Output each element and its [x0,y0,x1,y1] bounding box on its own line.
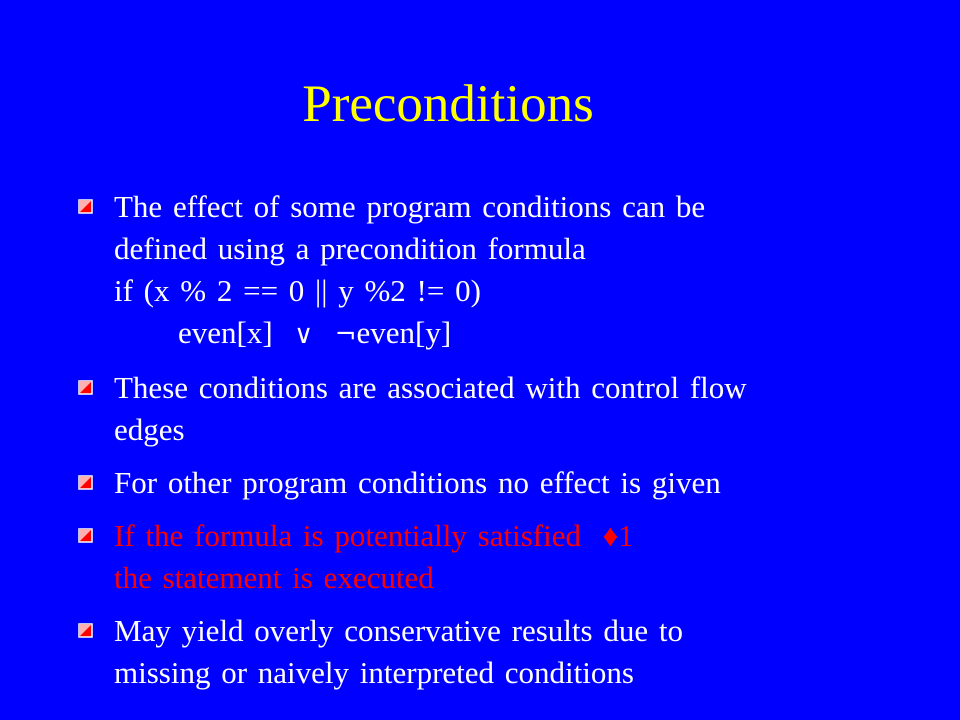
highlighted-text: If the formula is potentially satisfied [114,518,581,553]
bullet-item [78,186,938,356]
bullet-text-line: The effect of some program conditions can be [114,189,706,224]
bullet-text-line: missing or naively interpreted conditions [114,655,634,690]
bullet-text-line: defined using a precondition formula [114,231,586,266]
bullet-item [78,367,938,451]
precondition-formula [114,312,938,356]
diamond-bullet-icon [78,528,93,543]
logical-not-symbol: ¬ [334,320,357,350]
diamond-bullet-icon [78,380,93,395]
slide-title: Preconditions [302,75,594,133]
bullet-text-line: May yield overly conservative results due to [114,613,683,648]
bullet-text-line [114,515,938,557]
code-condition: if (x % 2 == 0 || y %2 != 0) [114,273,481,308]
formula-right: even[y] [356,315,452,350]
bullet-item [78,610,938,694]
highlighted-text: the statement is executed [114,560,434,595]
implies-one-marker: ♦1 [602,518,634,553]
bullet-item [78,462,938,504]
bullet-text-line: For other program conditions no effect is given [114,465,721,500]
bullet-item-highlighted [78,515,938,599]
bullet-text-line: edges [114,412,185,447]
diamond-bullet-icon [78,475,93,490]
diamond-bullet-icon [78,623,93,638]
formula-left: even[x] [178,315,273,350]
bullet-text-line: These conditions are associated with control flow [114,370,747,405]
bullet-list [78,186,938,705]
logical-or-symbol: ∨ [294,320,314,350]
diamond-bullet-icon [78,199,93,214]
